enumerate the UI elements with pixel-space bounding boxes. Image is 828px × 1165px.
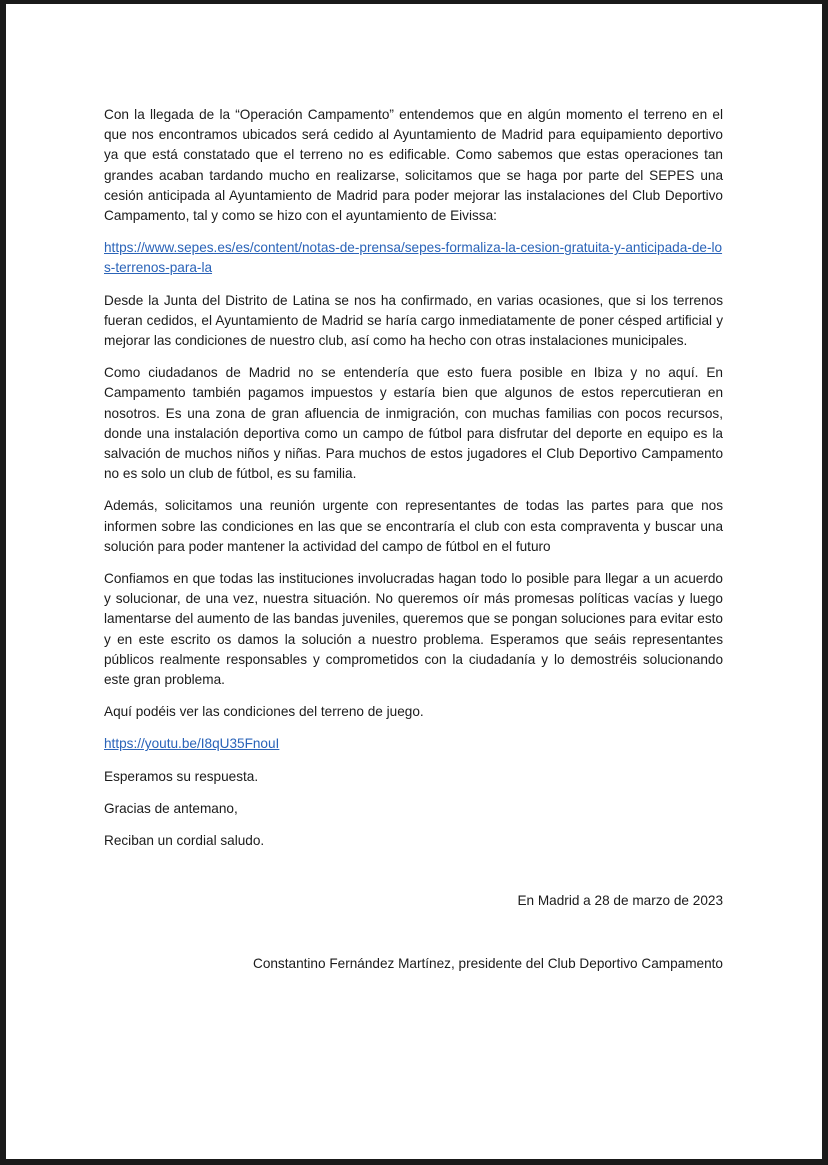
document-page bbox=[6, 4, 822, 1159]
date-line: En Madrid a 28 de marzo de 2023 bbox=[517, 893, 723, 909]
letter-body bbox=[104, 105, 723, 986]
paragraph-operacion-campamento: Con la llegada de la “Operación Campamento” entendemos que en algún momento el terreno en el que nos encontramos ubicados será cedido al Ayuntamiento de Madrid para equipamiento deportivo ya que está constatado que el terreno no es edificable. Como sabemos que estas operaciones tan grandes acaban tardando mucho en realizarse, solicitamos que se haga por parte del SEPES una cesión anticipada al Ayuntamiento de Madrid para poder mejorar las instalaciones del Club Deportivo Campamento, tal y como se hizo con el ayuntamiento de Eivissa: bbox=[104, 107, 723, 224]
closing-saludo: Reciban un cordial saludo. bbox=[104, 833, 265, 849]
paragraph-junta-distrito: Desde la Junta del Distrito de Latina se nos ha confirmado, en varias ocasiones, que si los terrenos fueran cedidos, el Ayuntamiento de Madrid se haría cargo inmediatamente de poner césped artificial y mejorar las condiciones de nuestro club, así como ha hecho con otras instalaciones municipales. bbox=[104, 292, 723, 349]
paragraph-ciudadanos: Como ciudadanos de Madrid no se entendería que esto fuera posible en Ibiza y no aquí. En Campamento también pagamos impuestos y estaría bien que algunos de estos repercutieran en nosotros. Es una zona de gran afluencia de inmigración, con muchas familias con pocos recursos, donde una instalación deportiva como un campo de fútbol para disfrutar del deporte en equipo es la salvación de muchos niños y niñas. Para muchos de estos jugadores el Club Deportivo Campamento no es solo un club de fútbol, es su familia. bbox=[104, 365, 723, 482]
signature-line: Constantino Fernández Martínez, presidente del Club Deportivo Campamento bbox=[253, 955, 723, 971]
sepes-link[interactable]: https://www.sepes.es/es/content/notas-de-prensa/sepes-formaliza-la-cesion-gratuita-y-anticipada-de-los-terrenos-para-la bbox=[104, 240, 723, 276]
link-paragraph-sepes bbox=[104, 238, 723, 278]
paragraph-reunion: Además, solicitamos una reunión urgente con representantes de todas las partes para que nos informen sobre las condiciones en las que se encontraría el club con esta compraventa y buscar una solución para poder mantener la actividad del campo de fútbol en el futuro bbox=[104, 498, 723, 554]
paragraph-condiciones-terreno: Aquí podéis ver las condiciones del terreno de juego. bbox=[104, 704, 424, 720]
link-paragraph-youtube bbox=[104, 734, 723, 754]
youtube-link[interactable]: https://youtu.be/I8qU35FnouI bbox=[104, 736, 280, 752]
paragraph-confiamos: Confiamos en que todas las instituciones involucradas hagan todo lo posible para llegar a un acuerdo y solucionar, de una vez, nuestra situación. No queremos oír más promesas políticas vacías y luego lamentarse del aumento de las bandas juveniles, queremos que se pongan soluciones para evitar esto y en este escrito os damos la solución a nuestro problema. Esperamos que seáis representantes públicos realmente responsables y comprometidos con la ciudadanía y lo demostréis solucionando este gran problema. bbox=[104, 571, 723, 688]
closing-respuesta: Esperamos su respuesta. bbox=[104, 768, 259, 784]
closing-gracias: Gracias de antemano, bbox=[104, 800, 238, 816]
